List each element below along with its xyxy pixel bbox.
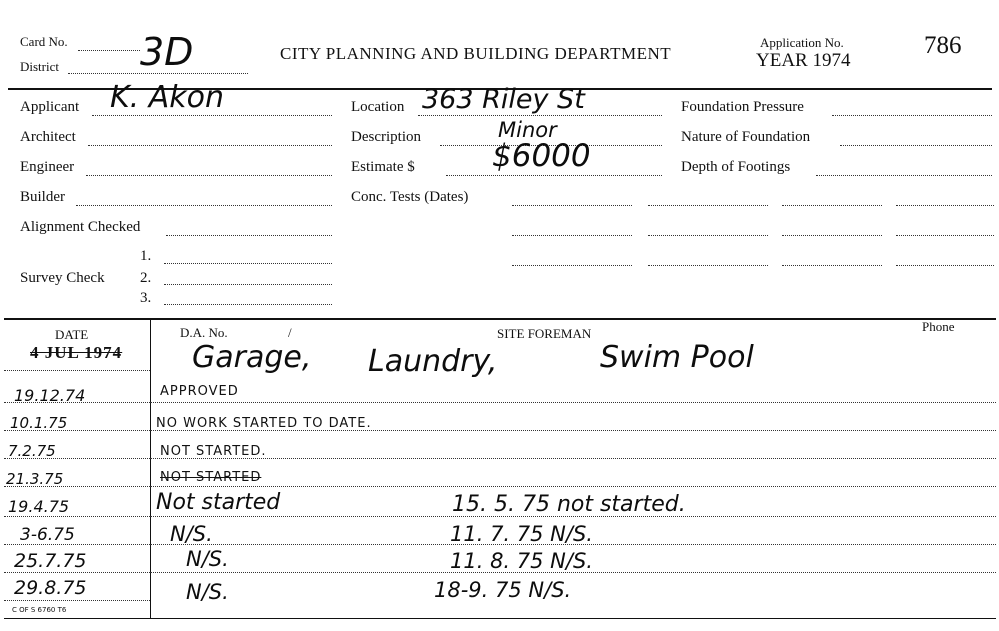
year-label: YEAR 1974 <box>756 50 851 71</box>
alignment-label: Alignment Checked <box>20 219 141 235</box>
row-1-entry: APPROVED <box>160 384 239 399</box>
builder-label: Builder <box>20 189 65 205</box>
estimate-value: $6000 <box>492 138 591 174</box>
row-8-extra: 18-9. 75 N/S. <box>434 578 572 602</box>
row-7-entry: N/S. <box>186 547 229 571</box>
applicant-label: Applicant <box>20 99 80 115</box>
survey-item-2: 2. <box>140 270 152 286</box>
card-no-value: 3D <box>140 30 194 74</box>
row-4-entry: NOT STARTED <box>160 470 262 485</box>
description-value: Minor <box>498 118 557 142</box>
row-5-entry: Not started <box>156 490 281 515</box>
da-no-header: D.A. No. <box>180 325 228 340</box>
conc-tests-label: Conc. Tests (Dates) <box>351 189 469 205</box>
date-header: DATE <box>55 327 89 342</box>
application-no-label: Application No. <box>760 35 844 50</box>
application-no-value: 786 <box>924 32 962 59</box>
architect-label: Architect <box>20 129 76 145</box>
depth-of-footings-label: Depth of Footings <box>681 159 791 175</box>
engineer-label: Engineer <box>20 159 75 175</box>
row-5-extra: 15. 5. 75 not started. <box>452 492 686 517</box>
row-6-extra: 11. 7. 75 N/S. <box>450 522 593 546</box>
row-2-date: 10.1.75 <box>10 414 68 432</box>
district-label: District <box>20 59 59 74</box>
row-5-date: 19.4.75 <box>8 497 70 516</box>
department-title: CITY PLANNING AND BUILDING DEPARTMENT <box>280 44 672 63</box>
foundation-pressure-label: Foundation Pressure <box>681 99 804 115</box>
row-6-entry: N/S. <box>170 522 213 546</box>
survey-item-1: 1. <box>140 248 152 264</box>
card-no-label: Card No. <box>20 34 68 49</box>
row-7-date: 25.7.75 <box>14 550 87 572</box>
location-value: 363 Riley St <box>422 84 585 115</box>
row-1-date: 19.12.74 <box>14 386 86 405</box>
row-6-date: 3-6.75 <box>20 525 75 545</box>
stamp-date: 4 JUL 1974 <box>30 343 123 362</box>
applicant-value: K. Akon <box>110 80 225 115</box>
row-3-date: 7.2.75 <box>8 442 56 460</box>
row-2-entry: NO WORK STARTED TO DATE. <box>156 416 372 431</box>
survey-label: Survey Check <box>20 270 105 286</box>
da-slash: / <box>288 325 292 340</box>
site-foreman-header: SITE FOREMAN <box>497 326 592 341</box>
nature-of-foundation-label: Nature of Foundation <box>681 129 811 145</box>
row-3-entry: NOT STARTED. <box>160 444 267 459</box>
scope-swim-pool: Swim Pool <box>600 340 754 375</box>
scope-garage: Garage, <box>192 340 312 375</box>
survey-item-3: 3. <box>140 290 152 306</box>
row-8-entry: N/S. <box>186 580 229 604</box>
form-code: C OF S 6760 T6 <box>12 606 67 614</box>
location-label: Location <box>351 99 405 115</box>
row-8-date: 29.8.75 <box>14 577 87 599</box>
row-4-date: 21.3.75 <box>6 470 64 488</box>
phone-header: Phone <box>922 319 955 334</box>
scope-laundry: Laundry, <box>368 344 498 379</box>
estimate-label: Estimate $ <box>351 159 415 175</box>
description-label: Description <box>351 129 421 145</box>
row-7-extra: 11. 8. 75 N/S. <box>450 549 593 573</box>
